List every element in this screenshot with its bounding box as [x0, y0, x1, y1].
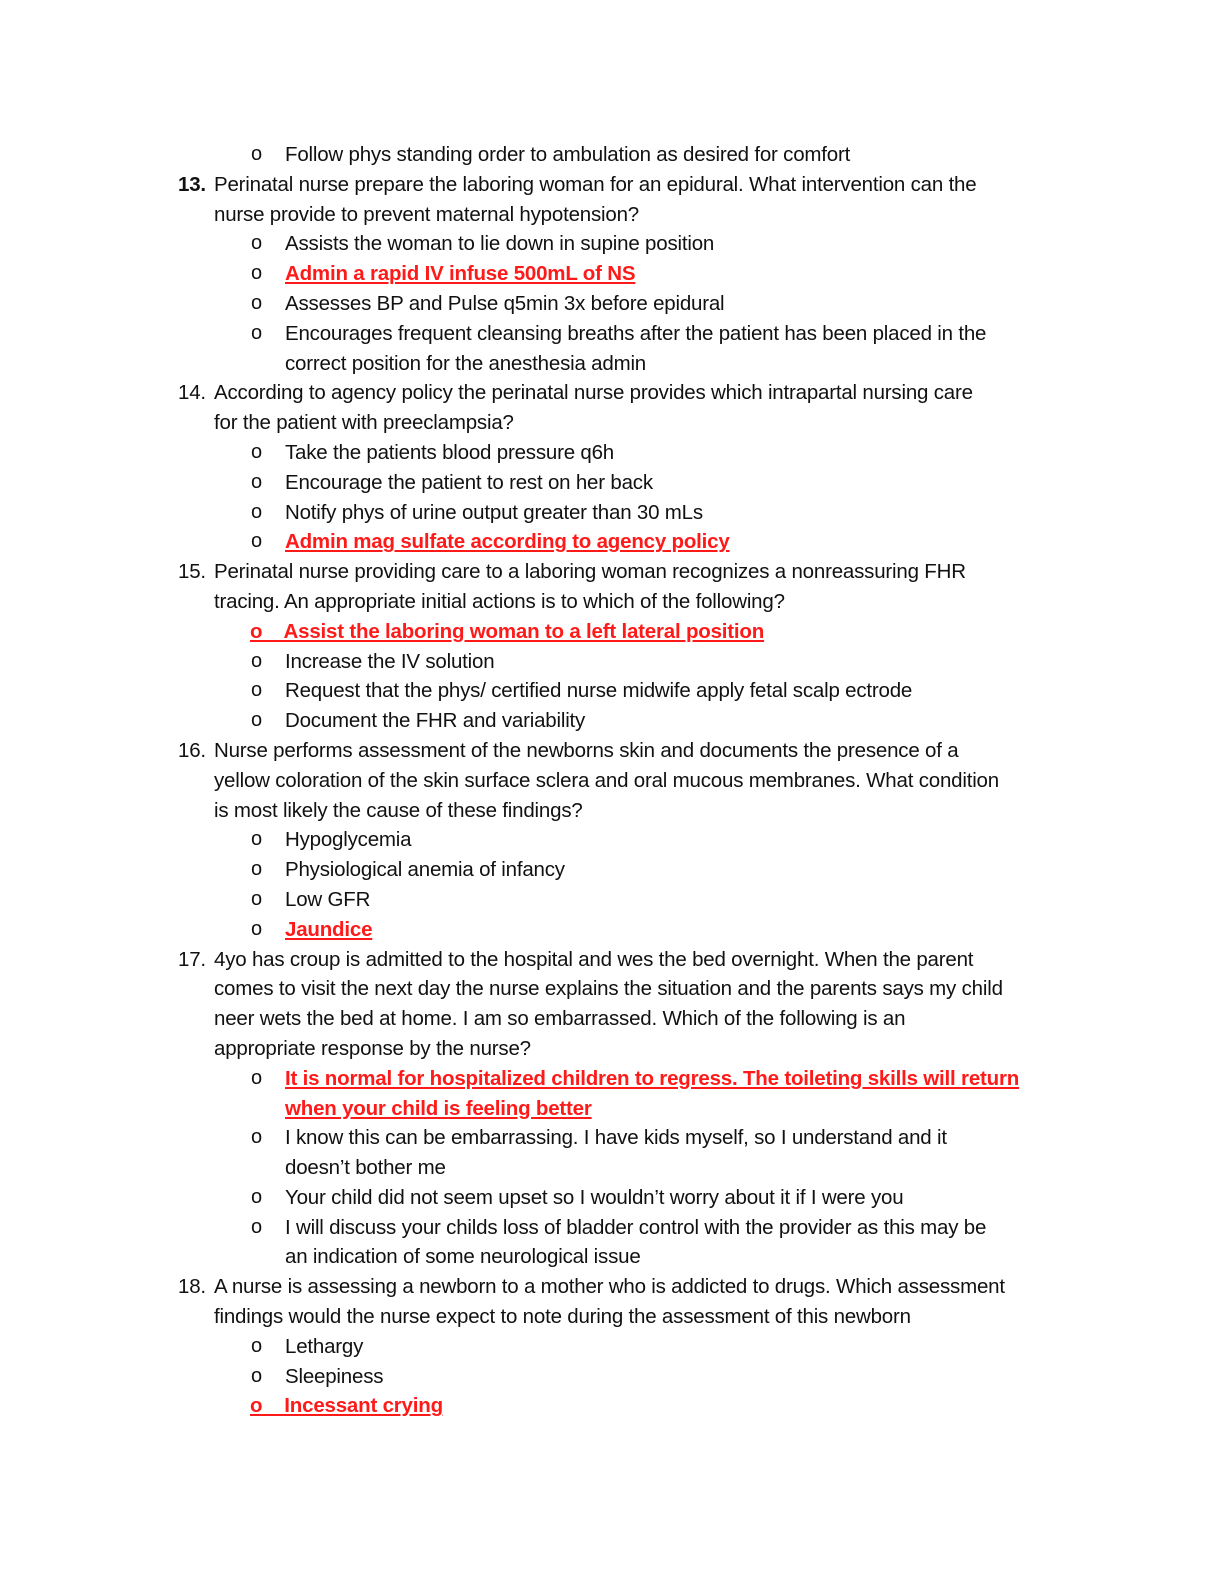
answer-option [0, 855, 1224, 885]
bullet-icon: o [251, 1066, 262, 1089]
question-text-continued [0, 974, 1224, 1004]
question-line [0, 170, 1224, 200]
option-text: I know this can be embarrassing. I have kids myself, so I understand and it [285, 1126, 947, 1150]
option-text: Your child did not seem upset so I wouldn’t worry about it if I were you [285, 1185, 904, 1209]
option-text: an indication of some neurological issue [285, 1245, 641, 1269]
option-text: when your child is feeling better [285, 1096, 592, 1120]
bullet-icon: o [251, 262, 262, 285]
question-number: 18. [178, 1275, 206, 1299]
bullet-icon: o [251, 1185, 262, 1208]
answer-option [0, 1183, 1224, 1213]
answer-option-continued [0, 1242, 1224, 1272]
question-text-continued [0, 1034, 1224, 1064]
question-number: 16. [178, 738, 206, 762]
answer-option [0, 647, 1224, 677]
option-text: Physiological anemia of infancy [285, 858, 565, 882]
question-text: comes to visit the next day the nurse explains the situation and the parents says my child [214, 977, 1003, 1001]
option-text: It is normal for hospitalized children to regress. The toileting skills will return [285, 1066, 1020, 1090]
option-text: I will discuss your childs loss of bladder control with the provider as this may be [285, 1215, 987, 1239]
question-number: 15. [178, 560, 206, 584]
question-text: appropriate response by the nurse? [214, 1036, 531, 1060]
answer-option-correct [0, 527, 1224, 557]
bullet-icon: o [251, 232, 262, 255]
bullet-icon: o [251, 828, 262, 851]
bullet-icon: o [251, 709, 262, 732]
question-text: yellow coloration of the skin surface sclera and oral mucous membranes. What condition [214, 768, 999, 792]
option-text: correct position for the anesthesia admin [285, 351, 647, 375]
bullet-icon: o [251, 440, 262, 463]
question-line [0, 557, 1224, 587]
bullet-icon: o [251, 917, 262, 940]
question-line [0, 1272, 1224, 1302]
bullet-icon: o [251, 500, 262, 523]
option-text: Follow phys standing order to ambulation as desired for comfort [285, 143, 851, 166]
question-text: neer wets the bed at home. I am so embarrassed. Which of the following is an [214, 1007, 906, 1031]
bullet-icon: o [251, 858, 262, 881]
option-text: o Assist the laboring woman to a left lateral position [250, 619, 765, 643]
answer-option [0, 885, 1224, 915]
question-text: nurse provide to prevent maternal hypotension? [214, 202, 639, 226]
answer-option [0, 140, 1224, 170]
question-text-continued [0, 796, 1224, 826]
bullet-icon: o [251, 1364, 262, 1387]
answer-option [0, 229, 1224, 259]
bullet-icon: o [251, 143, 262, 165]
answer-option [0, 1362, 1224, 1392]
bullet-icon: o [251, 1334, 262, 1357]
answer-option-continued [0, 349, 1224, 379]
question-text: is most likely the cause of these findings? [214, 798, 583, 822]
option-text: Low GFR [285, 887, 371, 911]
answer-option-correct-continued [0, 1094, 1224, 1124]
answer-option [0, 1123, 1224, 1153]
question-line [0, 736, 1224, 766]
option-text: Jaundice [285, 917, 373, 941]
answer-option [0, 825, 1224, 855]
bullet-icon: o [251, 321, 262, 344]
question-text: A nurse is assessing a newborn to a mother who is addicted to drugs. Which assessment [214, 1275, 1005, 1299]
option-text: Lethargy [285, 1334, 364, 1358]
question-text-continued [0, 766, 1224, 796]
answer-option-correct [0, 617, 1224, 647]
question-text-continued [0, 408, 1224, 438]
option-text: Assesses BP and Pulse q5min 3x before epidural [285, 291, 725, 315]
answer-option [0, 319, 1224, 349]
answer-option [0, 676, 1224, 706]
question-text-continued [0, 200, 1224, 230]
option-text: Take the patients blood pressure q6h [285, 440, 614, 464]
option-text: Admin mag sulfate according to agency policy [285, 530, 730, 554]
question-text: Perinatal nurse prepare the laboring woman for an epidural. What intervention can the [214, 172, 977, 196]
question-number: 13. [178, 172, 206, 196]
bullet-icon: o [251, 887, 262, 910]
question-number: 17. [178, 947, 206, 971]
bullet-icon: o [251, 291, 262, 314]
option-text: Hypoglycemia [285, 828, 412, 852]
question-text: for the patient with preeclampsia? [214, 411, 514, 435]
answer-option [0, 438, 1224, 468]
answer-option-correct [0, 915, 1224, 945]
answer-option [0, 1213, 1224, 1243]
option-text: Increase the IV solution [285, 649, 495, 673]
option-text: Encourage the patient to rest on her back [285, 470, 653, 494]
option-text: Request that the phys/ certified nurse midwife apply fetal scalp ectrode [285, 679, 913, 703]
answer-option-continued [0, 1153, 1224, 1183]
answer-option [0, 706, 1224, 736]
answer-option-correct [0, 1391, 1224, 1421]
answer-option [0, 289, 1224, 319]
bullet-icon: o [251, 1126, 262, 1149]
question-number: 14. [178, 381, 206, 405]
option-text: Admin a rapid IV infuse 500mL of NS [285, 262, 636, 286]
question-text: According to agency policy the perinatal nurse provides which intrapartal nursing care [214, 381, 973, 405]
question-text-continued [0, 1004, 1224, 1034]
option-text: Encourages frequent cleansing breaths after the patient has been placed in the [285, 321, 987, 345]
bullet-icon: o [251, 649, 262, 672]
question-line [0, 945, 1224, 975]
question-text: Perinatal nurse providing care to a laboring woman recognizes a nonreassuring FHR [214, 560, 966, 584]
bullet-icon: o [251, 679, 262, 702]
option-text: o Incessant crying [250, 1394, 443, 1418]
question-text: 4yo has croup is admitted to the hospital and wes the bed overnight. When the parent [214, 947, 974, 971]
bullet-icon: o [251, 530, 262, 553]
answer-option [0, 498, 1224, 528]
answer-option [0, 1332, 1224, 1362]
bullet-icon: o [251, 470, 262, 493]
question-text: findings would the nurse expect to note during the assessment of this newborn [214, 1305, 911, 1329]
question-text-continued [0, 1302, 1224, 1332]
question-text-continued [0, 587, 1224, 617]
option-text: Assists the woman to lie down in supine position [285, 232, 715, 256]
document-page [0, 140, 1224, 1421]
option-text: Document the FHR and variability [285, 709, 586, 733]
answer-option-correct [0, 1064, 1224, 1094]
answer-option-correct [0, 259, 1224, 289]
question-text: tracing. An appropriate initial actions is to which of the following? [214, 589, 785, 613]
option-text: doesn’t bother me [285, 1156, 446, 1180]
option-text: Notify phys of urine output greater than 30 mLs [285, 500, 703, 524]
answer-option [0, 468, 1224, 498]
question-text: Nurse performs assessment of the newborns skin and documents the presence of a [214, 738, 959, 762]
option-text: Sleepiness [285, 1364, 384, 1388]
question-line [0, 378, 1224, 408]
bullet-icon: o [251, 1215, 262, 1238]
